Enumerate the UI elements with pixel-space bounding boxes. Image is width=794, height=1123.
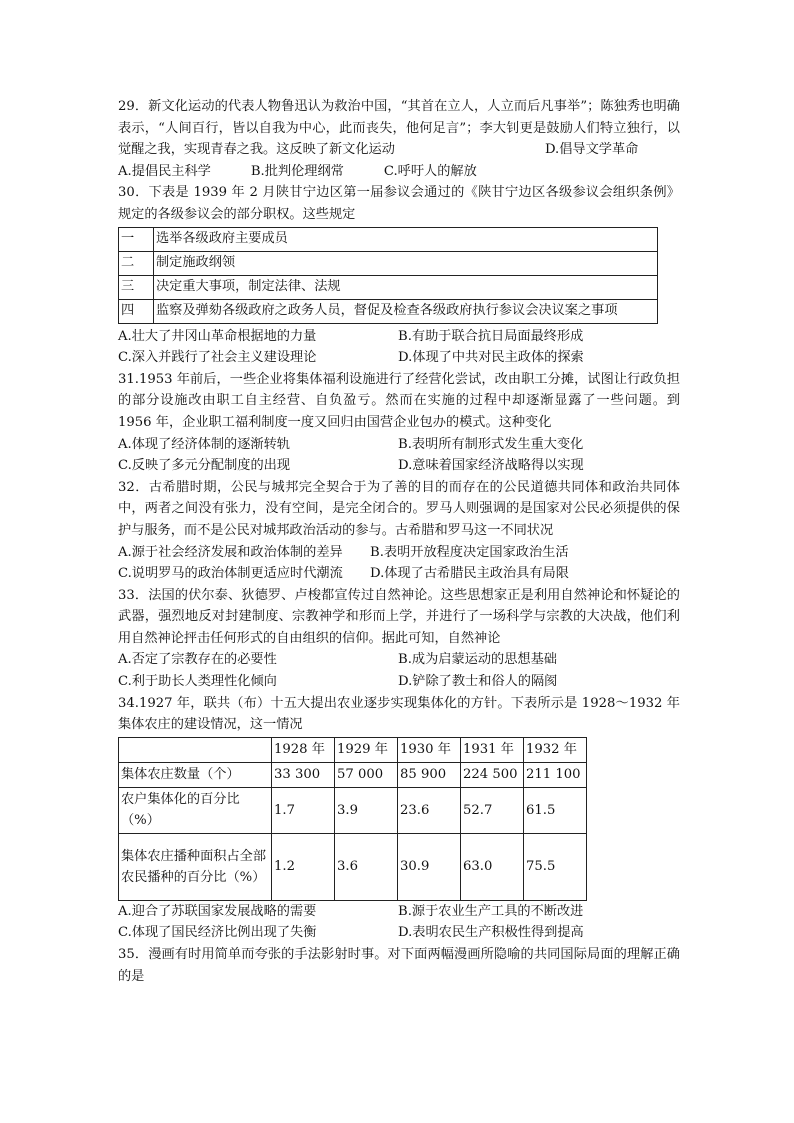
year-header: 1931 年: [461, 737, 524, 762]
exam-page: [118, 96, 680, 987]
table-cell: 63.0: [461, 833, 524, 900]
table-cell-text: 监察及弹劾各级政府之政务人员，督促及检查各级政府执行参议会决议案之事项: [154, 299, 658, 323]
year-header: 1932 年: [524, 737, 587, 762]
question-31-stem: 31.1953 年前后，一些企业将集体福利设施进行了经营化尝试，改由职工分摊，试图让行政负担的部分设施改由职工自主经营、自负盈亏。然而在实施的过程中却逐渐显露了一些问题。到 1956 年，企业职工福利制度一度又回归由国营企业包办的模式。这种变化: [118, 371, 680, 430]
table-cell: 23.6: [398, 787, 461, 833]
question-33-option-d: D.铲除了教士和俗人的隔阂: [398, 674, 558, 690]
table-row: [119, 227, 658, 251]
question-32-options: [118, 542, 680, 585]
question-34-table: [118, 737, 587, 901]
table-cell: 3.9: [335, 787, 398, 833]
question-30-option-b: B.有助于联合抗日局面最终形成: [398, 328, 584, 344]
question-34-option-a: A.迎合了苏联国家发展战略的需要: [118, 903, 317, 919]
table-cell-text: 决定重大事项，制定法律、法规: [154, 275, 658, 299]
table-cell: 1.7: [272, 787, 335, 833]
question-30: [118, 182, 680, 368]
question-32: [118, 477, 680, 585]
table-cell: 85 900: [398, 762, 461, 787]
question-31-option-a: A.体现了经济体制的逐渐转轨: [118, 436, 290, 452]
table-row: [119, 787, 587, 833]
year-header: 1930 年: [398, 737, 461, 762]
question-30-options: [118, 326, 680, 369]
question-32-stem: 32．古希腊时期，公民与城邦完全契合于为了善的目的而存在的公民道德共同体和政治共同体中，两者之间没有张力，没有空间，是完全闭合的。罗马人则强调的是国家对公民必须提供的保护与服务，而不是公民对城邦政治活动的参与。古希腊和罗马这一不同状况: [118, 479, 680, 538]
question-29-option-d: D.倡导文学革命: [544, 142, 639, 158]
question-34: [118, 693, 680, 944]
question-30-stem: 30．下表是 1939 年 2 月陕甘宁边区第一届参议会通过的《陕甘宁边区各级参议会组织条例》规定的各级参议会的部分职权。这些规定: [118, 185, 680, 222]
table-cell: 1.2: [272, 833, 335, 900]
table-cell-num: 四: [119, 299, 154, 323]
year-header: 1928 年: [272, 737, 335, 762]
table-cell-text: 选举各级政府主要成员: [154, 227, 658, 251]
question-33-option-c: C.利于助长人类理性化倾向: [118, 674, 277, 690]
question-32-option-c: C.说明罗马的政治体制更适应时代潮流: [118, 566, 343, 582]
table-cell: 75.5: [524, 833, 587, 900]
question-30-option-c: C.深入并践行了社会主义建设理论: [118, 350, 317, 366]
question-33-option-a: A.否定了宗教存在的必要性: [118, 652, 277, 668]
question-33-options: [118, 649, 680, 692]
question-31-option-b: B.表明所有制形式发生重大变化: [398, 436, 584, 452]
question-30-option-d: D.体现了中共对民主政体的探索: [398, 350, 584, 366]
table-row: [119, 762, 587, 787]
table-cell: 52.7: [461, 787, 524, 833]
table-cell: 3.6: [335, 833, 398, 900]
table-corner-cell: [119, 737, 272, 762]
question-29-stem: 29．新文化运动的代表人物鲁迅认为救治中国，“其首在立人，人立而后凡事举”；陈独秀也明确表示，“人间百行，皆以自我为中心，此而丧失，他何足言”；李大钊更是鼓励人们特立独行，以觉醒之我，实现青春之我。这反映了新文化运动 D.倡导文学革命: [118, 99, 680, 158]
question-34-option-b: B.源于农业生产工具的不断改进: [398, 903, 584, 919]
question-34-options: [118, 901, 680, 944]
question-31-option-d: D.意味着国家经济战略得以实现: [398, 458, 584, 474]
question-31: [118, 369, 680, 477]
question-29-option-a: A.提倡民主科学: [118, 163, 211, 179]
question-35: [118, 944, 680, 987]
table-cell: 33 300: [272, 762, 335, 787]
question-34-option-c: C.体现了国民经济比例出现了失衡: [118, 925, 317, 941]
year-header: 1929 年: [335, 737, 398, 762]
question-29-option-b: B.批判伦理纲常: [250, 163, 344, 179]
question-33-option-b: B.成为启蒙运动的思想基础: [398, 652, 557, 668]
question-33-stem: 33．法国的伏尔泰、狄德罗、卢梭都宣传过自然神论。这些思想家正是利用自然神论和怀疑论的武器，强烈地反对封建制度、宗教神学和形而上学，并进行了一场科学与宗教的大决战，他们利用自然神论抨击任何形式的自由组织的信仰。据此可知，自然神论: [118, 587, 680, 646]
table-row: [119, 275, 658, 299]
table-cell-num: 三: [119, 275, 154, 299]
table-row: [119, 299, 658, 323]
question-29-options: [118, 161, 680, 183]
question-29-option-c: C.呼吁人的解放: [383, 163, 477, 179]
question-31-options: [118, 434, 680, 477]
table-row: [119, 833, 587, 900]
question-32-option-b: B.表明开放程度决定国家政治生活: [370, 544, 569, 560]
question-33: [118, 585, 680, 693]
question-31-option-c: C.反映了多元分配制度的出现: [118, 458, 291, 474]
table-cell: 61.5: [524, 787, 587, 833]
row-label: 农户集体化的百分比（%）: [119, 787, 272, 833]
row-label: 集体农庄播种面积占全部农民播种的百分比（%）: [119, 833, 272, 900]
question-34-option-d: D.表明农民生产积极性得到提高: [398, 925, 584, 941]
row-label: 集体农庄数量（个）: [119, 762, 272, 787]
table-cell-num: 二: [119, 251, 154, 275]
question-32-option-a: A.源于社会经济发展和政治体制的差异: [118, 544, 343, 560]
question-35-stem: 35．漫画有时用简单而夸张的手法影射时事。对下面两幅漫画所隐喻的共同国际局面的理解正确的是: [118, 947, 680, 984]
question-30-table: [118, 227, 658, 324]
table-row: [119, 251, 658, 275]
question-32-option-d: D.体现了古希腊民主政治具有局限: [370, 566, 569, 582]
table-cell-num: 一: [119, 227, 154, 251]
table-cell: 211 100: [524, 762, 587, 787]
question-29: [118, 96, 680, 182]
question-34-stem: 34.1927 年，联共（布）十五大提出农业逐步实现集体化的方针。下表所示是 1928～1932 年集体农庄的建设情况，这一情况: [118, 695, 680, 733]
table-cell: 30.9: [398, 833, 461, 900]
table-cell: 224 500: [461, 762, 524, 787]
table-header-row: [119, 737, 587, 762]
table-cell-text: 制定施政纲领: [154, 251, 658, 275]
question-30-option-a: A.壮大了井冈山革命根据地的力量: [118, 328, 317, 344]
table-cell: 57 000: [335, 762, 398, 787]
